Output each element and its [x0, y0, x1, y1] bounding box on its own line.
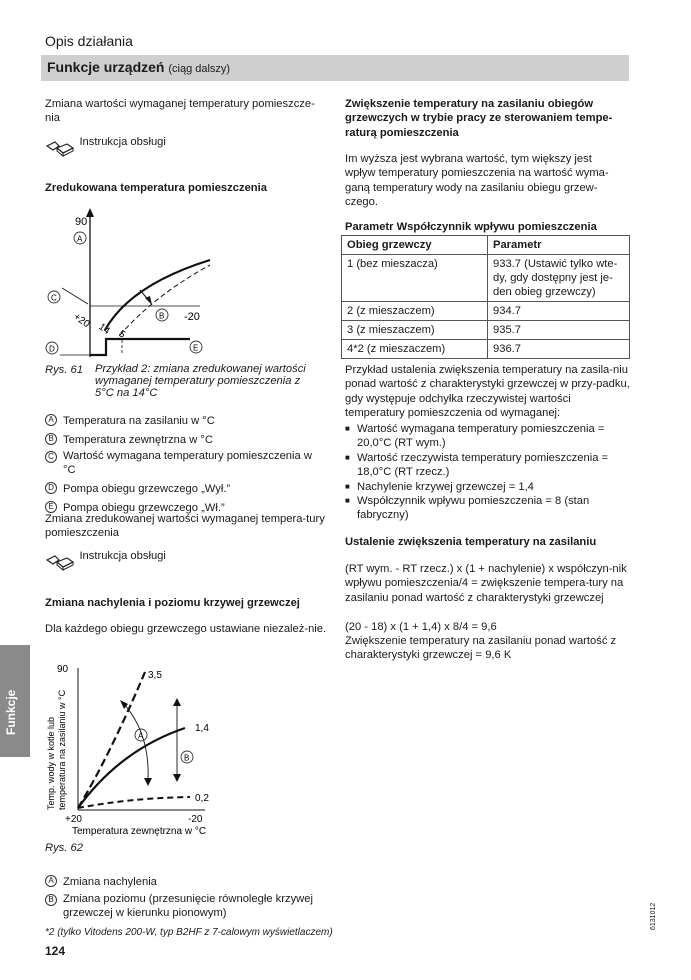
legend61-key: A	[45, 414, 57, 426]
paragraph-change-reduced: Zmiana zredukowanej wartości wymaganej tempera-tury pomieszczenia	[45, 513, 325, 540]
fig61-caption-num: Rys. 61	[45, 364, 83, 376]
table-caption: Parametr Współczynnik wpływu pomieszczenia	[345, 221, 597, 233]
page-number: 124	[45, 944, 66, 958]
fig61-label-d: D	[49, 344, 55, 354]
table-header: Obieg grzewczy	[342, 236, 488, 255]
bullet-item: ■ Nachylenie krzywej grzewczej = 1,4	[345, 480, 630, 494]
legend61-key: C	[45, 451, 57, 463]
table-row	[342, 321, 630, 340]
table-header-row	[342, 236, 630, 255]
bullet-list	[345, 422, 630, 523]
fig62-label-b: B	[184, 753, 190, 763]
figure-61-diagram	[40, 205, 240, 365]
fig62-legend	[45, 872, 330, 921]
fig62-caption: Rys. 62	[45, 842, 83, 854]
table-cell: 935.7	[488, 321, 630, 340]
legend61-key: D	[45, 482, 57, 494]
chapter-banner	[41, 55, 629, 81]
fig61-tick-14: 14	[96, 321, 112, 337]
fig62-label-a: A	[138, 731, 144, 741]
legend61-item	[45, 411, 330, 429]
legend61-key: E	[45, 501, 57, 513]
table-cell: 933.7 (Ustawić tylko wte-dy, gdy dostępny jest je-den obieg grzewczy)	[488, 255, 630, 302]
legend61-item	[45, 449, 330, 478]
instruction-ref-1	[45, 136, 285, 158]
fig61-y-top: 90	[75, 216, 88, 228]
fig62-ylabel-2: temperatura na zasilaniu w °C	[57, 689, 67, 810]
side-tab-label: Funkcje	[4, 689, 18, 735]
instruction-label-1: Instrukcja obsługi	[79, 136, 166, 149]
table-row	[342, 340, 630, 359]
legend61-item	[45, 479, 330, 497]
bullet-item: ■ Wartość rzeczywista temperatury pomieszczenia = 18,0°C (RT rzecz.)	[345, 451, 630, 480]
calculation-text: (20 - 18) x (1 + 1,4) x 8/4 = 9,6	[345, 621, 497, 633]
figure-62-diagram	[40, 660, 230, 840]
fig62-label-02: 0,2	[195, 793, 209, 804]
fig61-legend	[45, 411, 330, 516]
table-header: Parametr	[488, 236, 630, 255]
table-cell: 3 (z mieszaczem)	[342, 321, 488, 340]
fig62-label-14: 1,4	[195, 723, 209, 734]
banner-subtitle: (ciąg dalszy)	[168, 63, 231, 75]
table-cell: 936.7	[488, 340, 630, 359]
fig62-x-left: +20	[65, 814, 82, 825]
banner-title: Funkcje urządzeń	[47, 59, 165, 75]
fig62-ylabel-1: Temp. wody w kotle lub	[46, 716, 56, 810]
fig61-tick-minus20: -20	[184, 311, 200, 323]
heading-determine-increase: Ustalenie zwiększenia temperatury na zasilaniu	[345, 536, 597, 548]
result-text: Zwiększenie temperatury na zasilaniu ponad wartość z charakterystyki grzewczej = 9,6 K	[345, 635, 617, 662]
footnote: *2 (tylko Vitodens 200-W, typ B2HF z 7-calowym wyświetlaczem)	[45, 927, 333, 938]
legend62-item	[45, 892, 330, 921]
fig61-label-e: E	[193, 343, 199, 353]
book-hand-icon	[45, 136, 75, 158]
paragraph-example: Przykład ustalenia zwiększenia temperatury na zasila-niu ponad wartość z charakterystyki grzewczej w przy-padku, gdy występuje odchyłka rzeczywistej wartości temperatury pomieszczenia od wymaganej:	[345, 364, 630, 420]
legend62-key: A	[45, 875, 57, 887]
heading-reduced-room-temp: Zredukowana temperatura pomieszczenia	[45, 182, 267, 194]
fig61-tick-5: 5	[116, 328, 128, 341]
legend61-text: Pompa obiegu grzewczego „Wył.”	[63, 482, 231, 495]
legend61-text: Temperatura na zasilaniu w °C	[63, 415, 215, 427]
table-row	[342, 302, 630, 321]
bullet-item: ■ Współczynnik wpływu pomieszczenia = 8 (stan fabryczny)	[345, 494, 630, 523]
fig62-xlabel: Temperatura zewnętrzna w °C	[72, 826, 207, 837]
formula-text: (RT wym. - RT rzecz.) x (1 + nachylenie) x współczyn-nik wpływu pomieszczenia/4 = zwiększenie tempera-tury na zasilaniu ponad wartość z charakterystyki grzewczej	[345, 563, 627, 604]
legend61-text: Temperatura zewnętrzna w °C	[63, 434, 213, 446]
fig61-label-c: C	[51, 293, 57, 303]
fig61-label-a: A	[77, 234, 83, 244]
legend61-text: Pompa obiegu grzewczego „Wł.”	[63, 501, 225, 514]
table-cell: 2 (z mieszaczem)	[342, 302, 488, 321]
fig62-label-35: 3,5	[148, 670, 162, 681]
table-cell: 1 (bez mieszacza)	[342, 255, 488, 302]
document-code: 6131012	[650, 902, 657, 930]
paragraph-independent: Dla każdego obiegu grzewczego ustawiane niezależ-nie.	[45, 623, 327, 635]
fig61-caption-text: Przykład 2: zmiana zredukowanej wartości wymaganej temperatury pomieszczenia z 5°C na 14°C	[95, 363, 306, 399]
legend61-item	[45, 430, 330, 448]
fig62-y-top: 90	[57, 664, 69, 675]
paragraph-change-room-temp: Zmiana wartości wymaganej temperatury pomieszcze-nia	[45, 98, 315, 125]
fig62-x-right: -20	[188, 814, 203, 825]
table-cell: 934.7	[488, 302, 630, 321]
legend61-key: B	[45, 433, 57, 445]
paragraph-higher-value: Im wyższa jest wybrana wartość, tym większy jest wpływ temperatury pomieszczenia na wartość wyma-ganą temperatury wody na zasilaniu obiegu grzew-czego.	[345, 153, 609, 209]
bullet-item: ■ Wartość wymagana temperatury pomieszczenia = 20,0°C (RT wym.)	[345, 422, 630, 451]
instruction-label-2: Instrukcja obsługi	[79, 550, 166, 563]
legend62-text: Zmiana poziomu (przesunięcie równoległe krzywej grzewczej w kierunku pionowym)	[63, 893, 313, 920]
book-hand-icon	[45, 550, 75, 572]
table-row	[342, 255, 630, 302]
side-tab	[0, 645, 30, 757]
heading-flow-increase: Zwiększenie temperatury na zasilaniu obiegów grzewczych w trybie pracy ze sterowaniem tempe-raturą pomieszczenia	[345, 98, 613, 139]
table-cell: 4*2 (z mieszaczem)	[342, 340, 488, 359]
legend62-key: B	[45, 894, 57, 906]
legend62-text: Zmiana nachylenia	[63, 876, 157, 888]
instruction-ref-2	[45, 550, 285, 572]
fig61-label-b: B	[159, 311, 165, 321]
section-title: Opis działania	[45, 33, 133, 49]
parameter-table	[341, 235, 630, 359]
legend61-text: Wartość wymagana temperatury pomieszczenia w °C	[63, 450, 312, 477]
legend62-item	[45, 872, 330, 890]
fig61-tick-plus20: +20	[71, 311, 92, 331]
heading-slope-level: Zmiana nachylenia i poziomu krzywej grzewczej	[45, 597, 300, 609]
